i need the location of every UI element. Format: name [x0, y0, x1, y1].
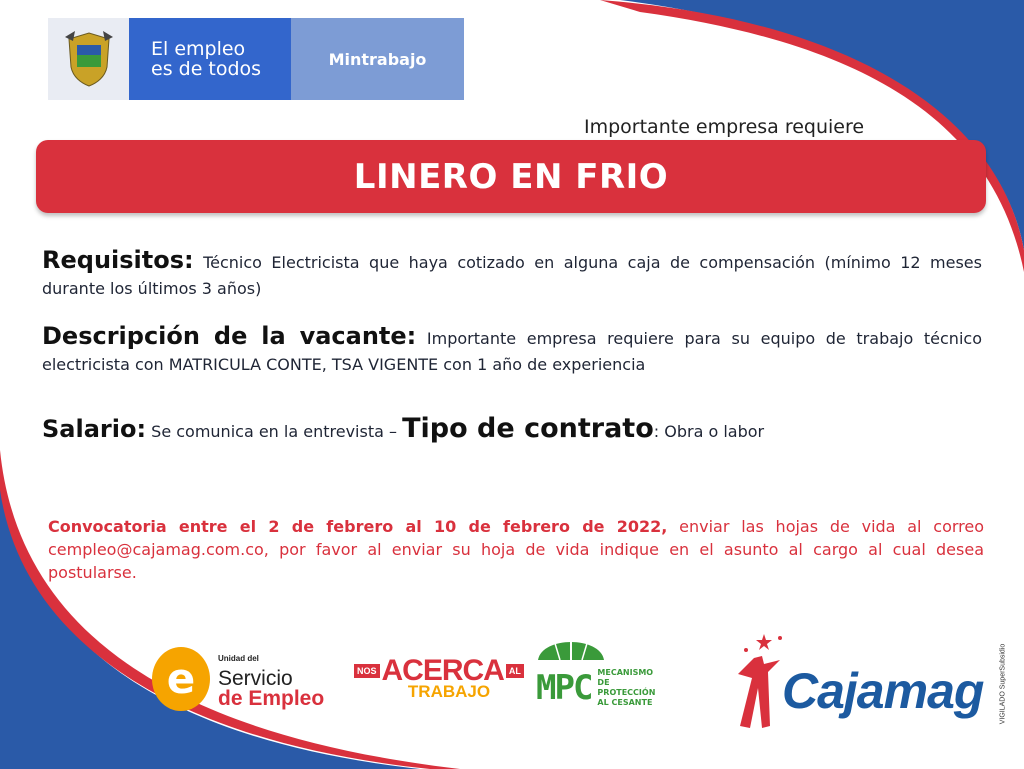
convocatoria-notice [48, 515, 984, 584]
nos-tag: NOS [354, 664, 380, 678]
title-banner [36, 140, 986, 213]
requisitos-section [42, 247, 982, 302]
nos-al-tag: AL [506, 664, 524, 678]
sde-small-label: Unidad del [218, 654, 259, 663]
notice-instructions: enviar las hojas de vida al correo cempleo@cajamag.com.co, por favor al enviar su hoja de vida indique en el asunto al cargo al cual desea postularse. [48, 517, 985, 582]
requisitos-label: Requisitos [42, 246, 185, 274]
gov-slogan-line2: es de todos [151, 58, 262, 80]
sde-line2: de Empleo [218, 687, 325, 710]
descripcion-label: Descripción de la vacante [42, 322, 407, 350]
job-title: LINERO EN FRIO [353, 156, 669, 197]
descripcion-text: Importante empresa requiere para su equipo de trabajo técnico electricista con MATRICULA CONTE, TSA VIGENTE con 1 año de experiencia [42, 329, 982, 374]
servicio-empleo-e-icon: e [152, 647, 210, 711]
mpc-line2: PROTECCIÓN [597, 688, 656, 697]
umbrella-icon [536, 628, 606, 662]
mpc-acronym: MPC [536, 668, 592, 708]
nos-acerca-al-trabajo-logo [354, 654, 521, 708]
contrato-colon: : [653, 422, 660, 441]
sde-line1: Servicio [218, 667, 293, 690]
gov-slogan-line1: El empleo [151, 38, 246, 60]
salario-label: Salario [42, 415, 137, 443]
notice-dates: Convocatoria entre el 2 de febrero al 10 de febrero de 2022, [48, 517, 668, 536]
salario-section [42, 414, 982, 447]
descripcion-section [42, 323, 982, 378]
requisitos-text: Técnico Electricista que haya cotizado en alguna caja de compensación (mínimo 12 meses durante los últimos 3 años) [42, 253, 982, 298]
colombia-coat-of-arms-icon [48, 18, 129, 100]
gov-slogan [129, 18, 291, 100]
contrato-text: Obra o labor [664, 422, 765, 441]
requisitos-colon: : [184, 246, 194, 274]
servicio-de-empleo-logo [152, 640, 342, 718]
cajamag-wordmark: Cajamag [782, 663, 984, 719]
cajamag-logo [724, 628, 1014, 738]
kicker-text: Importante empresa requiere [584, 116, 865, 138]
nos-main: ACERCA [381, 654, 504, 687]
mpc-logo [536, 628, 666, 724]
ministry-label: Mintrabajo [291, 18, 464, 100]
salario-text: Se comunica en la entrevista – [151, 422, 397, 441]
descripcion-colon: : [406, 322, 417, 350]
vigilado-label: VIGILADO SuperSubsidio [999, 643, 1007, 725]
mpc-line3: AL CESANTE [597, 698, 653, 707]
contrato-label: Tipo de contrato [402, 413, 654, 444]
salario-colon: : [136, 415, 147, 443]
gov-logo-block [48, 18, 464, 100]
nos-trabajo: TRABAJO [407, 682, 491, 701]
mpc-line1: MECANISMO DE [597, 668, 654, 687]
